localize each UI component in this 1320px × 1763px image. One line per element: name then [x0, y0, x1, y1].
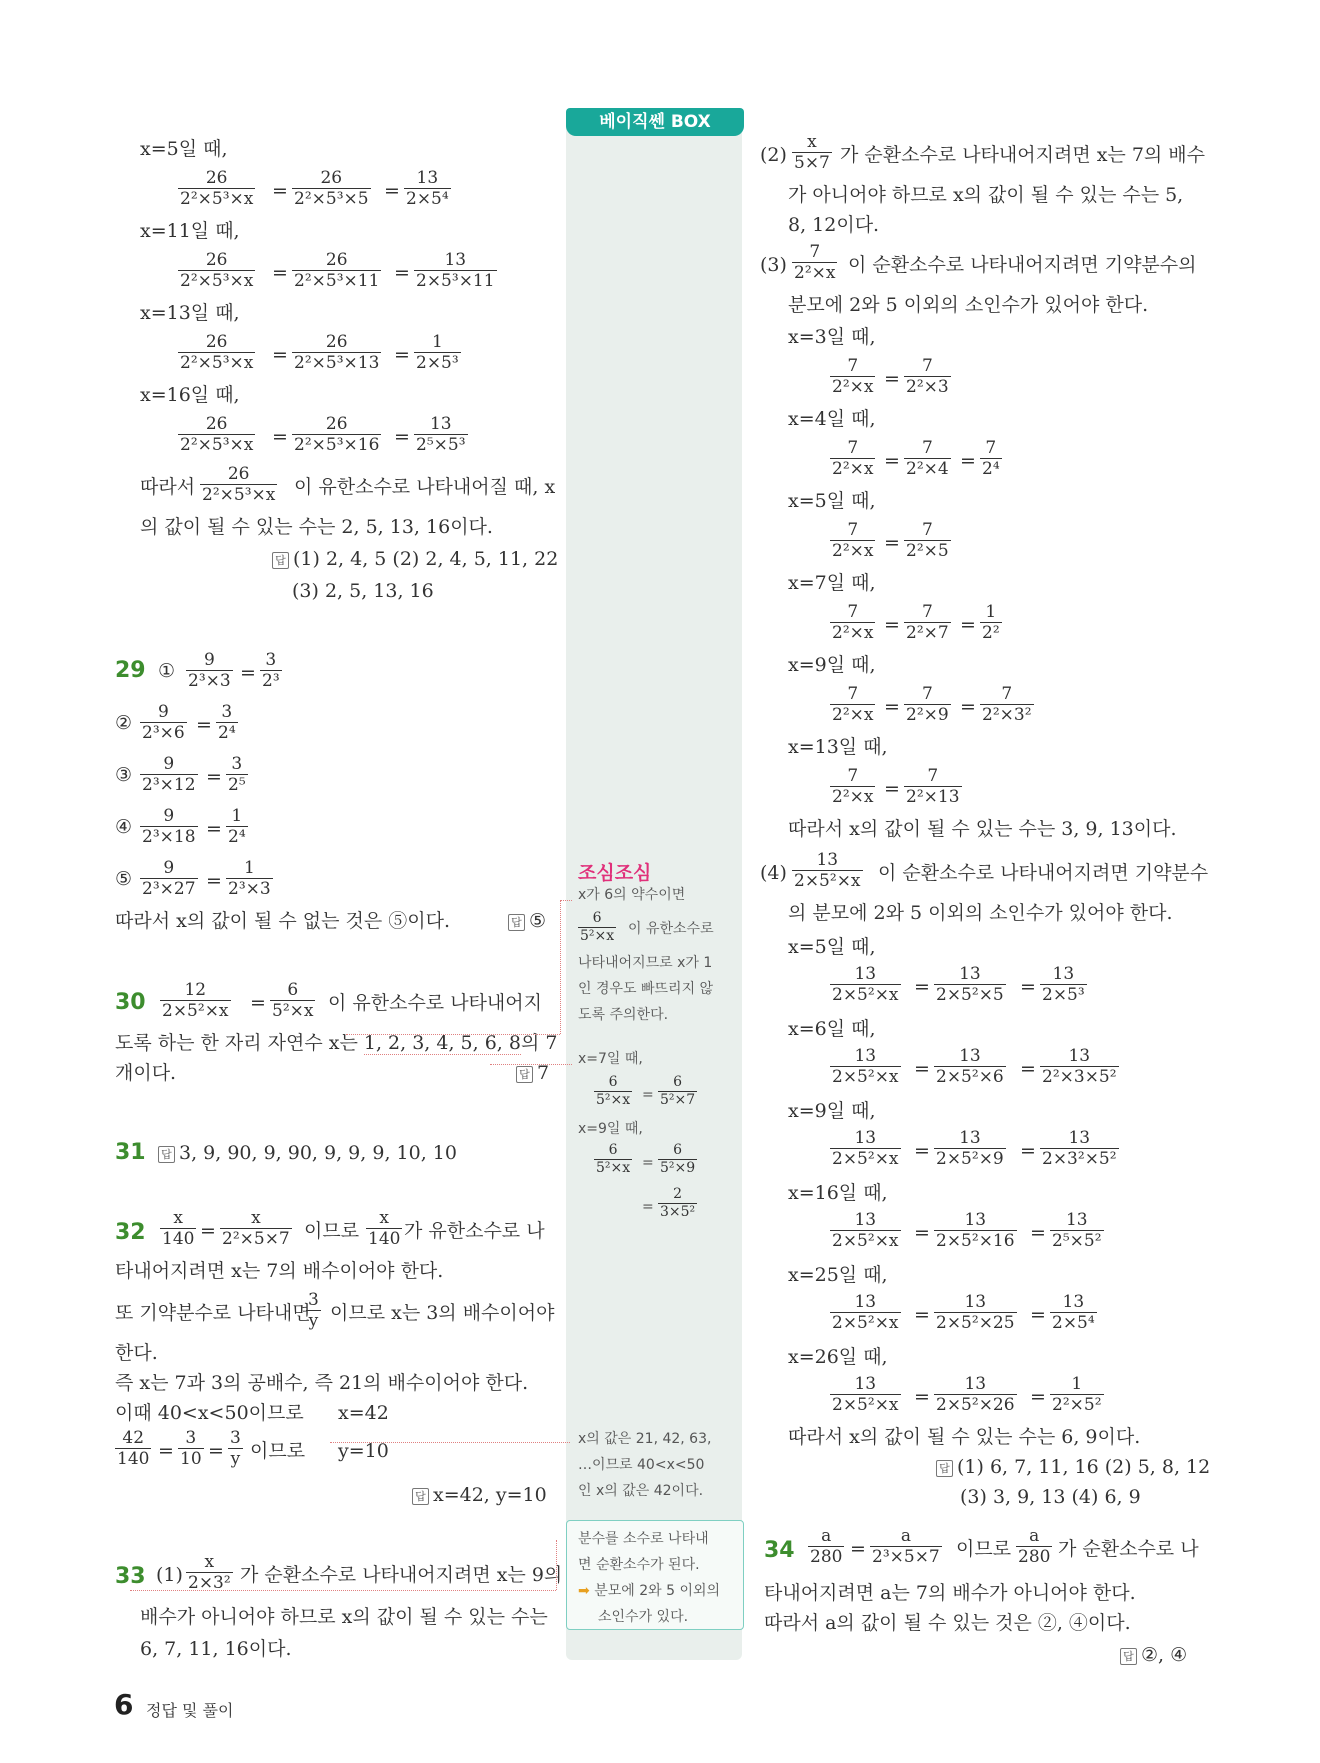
answer-icon: 답	[1120, 1648, 1137, 1665]
fraction: $\frac{3}{10}$	[180, 1428, 202, 1469]
fraction: $\frac{13}{\text{2×5²×x}}$	[832, 1374, 899, 1415]
connector	[330, 1442, 570, 1443]
page-number: 6	[114, 1688, 134, 1721]
fraction: $\frac{13}{\text{2×5²×x}}$	[832, 1210, 899, 1251]
fraction: $\frac{7}{\text{2²×x}}$	[832, 520, 874, 561]
case-label: x=16일 때,	[140, 384, 240, 406]
answer-icon: 답	[516, 1066, 533, 1083]
answer-icon: 답	[412, 1488, 429, 1505]
problem-number: 32	[115, 1220, 146, 1245]
fraction: $\frac{13}{\text{2×5²×x}}$	[832, 1046, 899, 1087]
fraction: $\frac{a}{\text{2³×5×7}}$	[872, 1526, 940, 1567]
fraction: $\frac{6}{\text{5²×x}}$	[580, 910, 615, 944]
fraction: $\frac{13}{\text{2×5²×25}}$	[936, 1292, 1015, 1333]
fraction: $\frac{3}{y}$	[230, 1428, 241, 1469]
fraction: $\frac{9}{\text{2³×27}}$	[142, 858, 196, 899]
connector	[556, 1540, 557, 1590]
fraction: $\frac{9}{\text{2³×6}}$	[142, 702, 185, 743]
fraction: $\frac{7}{\text{2⁴}}$	[982, 438, 1000, 479]
problem-number: 34	[764, 1538, 795, 1563]
fraction: $\frac{x}{\text{2²×5×7}}$	[222, 1208, 290, 1249]
fraction: $\frac{7}{\text{2²×x}}$	[832, 356, 874, 397]
fraction: $\frac{13}{\text{2×5²×16}}$	[936, 1210, 1015, 1251]
answer: (3) 2, 5, 13, 16	[292, 580, 434, 602]
fraction: $\frac{7}{\text{2²×3}}$	[906, 356, 949, 397]
fraction: $\frac{9}{\text{2³×3}}$	[188, 650, 231, 691]
answer-icon: 답	[158, 1146, 175, 1163]
connector	[490, 1064, 572, 1065]
connector	[130, 1590, 556, 1591]
connector	[560, 900, 561, 1034]
fraction: $\frac{13}{\text{2×5²×x}}$	[794, 850, 861, 891]
case-label: x=11일 때,	[140, 220, 240, 242]
fraction: $\frac{2}{\text{3×5²}}$	[660, 1186, 696, 1220]
fraction: $\frac{6}{\text{5²×7}}$	[660, 1074, 696, 1108]
fraction: $\frac{x}{140}$	[368, 1208, 401, 1249]
fraction: $\frac{13}{\text{2×5²×x}}$	[832, 1292, 899, 1333]
connector	[346, 1034, 560, 1035]
fraction: $\frac{13}{\text{2×5²×6}}$	[936, 1046, 1004, 1087]
fraction: $\frac{13}{\text{2×5⁴}}$	[406, 168, 449, 209]
box-label: 베이직쎈 BOX	[566, 108, 744, 136]
fraction: $\frac{x}{5\times 7}$	[794, 132, 830, 173]
fraction: $\frac{13}{\text{2×5²×26}}$	[936, 1374, 1015, 1415]
fraction: $\frac{6}{\text{5²×9}}$	[660, 1142, 696, 1176]
fraction: $\frac{9}{\text{2³×18}}$	[142, 806, 196, 847]
fraction: $\frac{26}{\text{2²×5³×5}}$	[294, 168, 369, 209]
fraction: $\frac{6}{\text{5²×x}}$	[596, 1074, 631, 1108]
fraction: $\frac{6}{\text{5²×x}}$	[272, 980, 314, 1021]
answer-icon: 답	[272, 552, 289, 569]
answer: 답 (1) 6, 7, 11, 16 (2) 5, 8, 12	[936, 1458, 1210, 1477]
fraction: $\frac{7}{\text{2²×x}}$	[794, 242, 836, 283]
fraction: $\frac{7}{\text{2²×x}}$	[832, 766, 874, 807]
fraction: $\frac{7}{\text{2²×9}}$	[906, 684, 949, 725]
fraction: $\frac{1}{\text{2×5³}}$	[416, 332, 459, 373]
answer: (3) 3, 9, 13 (4) 6, 9	[960, 1486, 1141, 1508]
fraction: $\frac{13}{\text{2×5²×9}}$	[936, 1128, 1004, 1169]
fraction: $\frac{26}{\text{2²×5³×x}}$	[202, 464, 276, 505]
fraction: $\frac{13}{\text{2×5²×5}}$	[936, 964, 1004, 1005]
answer: 답 3, 9, 90, 9, 90, 9, 9, 9, 10, 10	[158, 1144, 457, 1163]
fraction: $\frac{7}{\text{2²×x}}$	[832, 602, 874, 643]
fraction: $\frac{13}{\text{2×5²×x}}$	[832, 1128, 899, 1169]
fraction: $\frac{1}{\text{2²×5²}}$	[1052, 1374, 1102, 1415]
answer: 답 (1) 2, 4, 5 (2) 2, 4, 5, 11, 22	[272, 550, 558, 569]
case-label: x=13일 때,	[140, 302, 240, 324]
fraction: $\frac{42}{140}$	[117, 1428, 150, 1469]
fraction: $\frac{26}{\text{2²×5³×x}}$	[180, 250, 254, 291]
fraction: $\frac{x}{140}$	[162, 1208, 195, 1249]
case-label: x=5일 때,	[140, 138, 228, 160]
fraction: $\frac{26}{\text{2²×5³×x}}$	[180, 332, 254, 373]
fraction: $\frac{7}{\text{2²×x}}$	[832, 684, 874, 725]
answer: 답 x=42, y=10	[412, 1486, 547, 1505]
fraction: $\frac{1}{\text{2³×3}}$	[228, 858, 271, 899]
fraction: $\frac{x}{\text{2×3²}}$	[188, 1552, 231, 1593]
answer-icon: 답	[508, 914, 525, 931]
answer: 답 ⑤	[508, 912, 546, 931]
fraction: $\frac{3}{\text{2³}}$	[262, 650, 280, 691]
fraction: $\frac{3}{\text{2⁴}}$	[218, 702, 236, 743]
fraction: $\frac{1}{\text{2²}}$	[982, 602, 1000, 643]
fraction: $\frac{a}{280}$	[1018, 1526, 1051, 1567]
basic-box-panel	[566, 110, 742, 1660]
fraction: $\frac{13}{\text{2⁵×5³}}$	[416, 414, 466, 455]
fraction: $\frac{7}{\text{2²×13}}$	[906, 766, 960, 807]
fraction: $\frac{13}{\text{2⁵×5²}}$	[1052, 1210, 1102, 1251]
fraction: $\frac{13}{\text{2×5⁴}}$	[1052, 1292, 1095, 1333]
problem-number: 30	[115, 990, 146, 1015]
fraction: $\frac{26}{\text{2²×5³×x}}$	[180, 414, 254, 455]
fraction: $\frac{a}{280}$	[810, 1526, 843, 1567]
fraction: $\frac{13}{\text{2²×3×5²}}$	[1042, 1046, 1117, 1087]
fraction: $\frac{13}{\text{2×3²×5²}}$	[1042, 1128, 1117, 1169]
fraction: $\frac{13}{\text{2×5²×x}}$	[832, 964, 899, 1005]
answer: 답 7	[516, 1064, 549, 1083]
arrow-icon: ➡	[578, 1583, 590, 1599]
connector	[560, 900, 572, 901]
fraction: $\frac{13}{\text{2×5³×11}}$	[416, 250, 495, 291]
fraction: $\frac{7}{\text{2²×3²}}$	[982, 684, 1032, 725]
footer-label: 정답 및 풀이	[146, 1701, 234, 1720]
fraction: $\frac{13}{\text{2×5³}}$	[1042, 964, 1085, 1005]
fraction: $\frac{26}{\text{2²×5³×16}}$	[294, 414, 380, 455]
fraction: $\frac{1}{\text{2⁴}}$	[228, 806, 246, 847]
fraction: $\frac{3}{\text{2⁵}}$	[228, 754, 246, 795]
fraction: $\frac{12}{\text{2×5²×x}}$	[162, 980, 229, 1021]
problem-number: 33	[115, 1564, 146, 1589]
fraction: $\frac{3}{y}$	[308, 1290, 319, 1331]
fraction: $\frac{9}{\text{2³×12}}$	[142, 754, 196, 795]
fraction: $\frac{7}{\text{2²×x}}$	[832, 438, 874, 479]
fraction: $\frac{26}{\text{2²×5³×13}}$	[294, 332, 380, 373]
answer-icon: 답	[936, 1460, 953, 1477]
answer: 답 ②, ④	[1120, 1646, 1187, 1665]
fraction: $\frac{6}{\text{5²×x}}$	[596, 1142, 631, 1176]
fraction: $\frac{7}{\text{2²×7}}$	[906, 602, 949, 643]
fraction: $\frac{26}{\text{2²×5³×11}}$	[294, 250, 380, 291]
fraction: $\frac{26}{\text{2²×5³×x}}$	[180, 168, 254, 209]
fraction: $\frac{7}{\text{2²×5}}$	[906, 520, 949, 561]
problem-number: 29	[115, 658, 146, 683]
fraction: $\frac{7}{\text{2²×4}}$	[906, 438, 949, 479]
caution-title: 조심조심	[578, 862, 652, 884]
problem-number: 31	[115, 1140, 146, 1165]
